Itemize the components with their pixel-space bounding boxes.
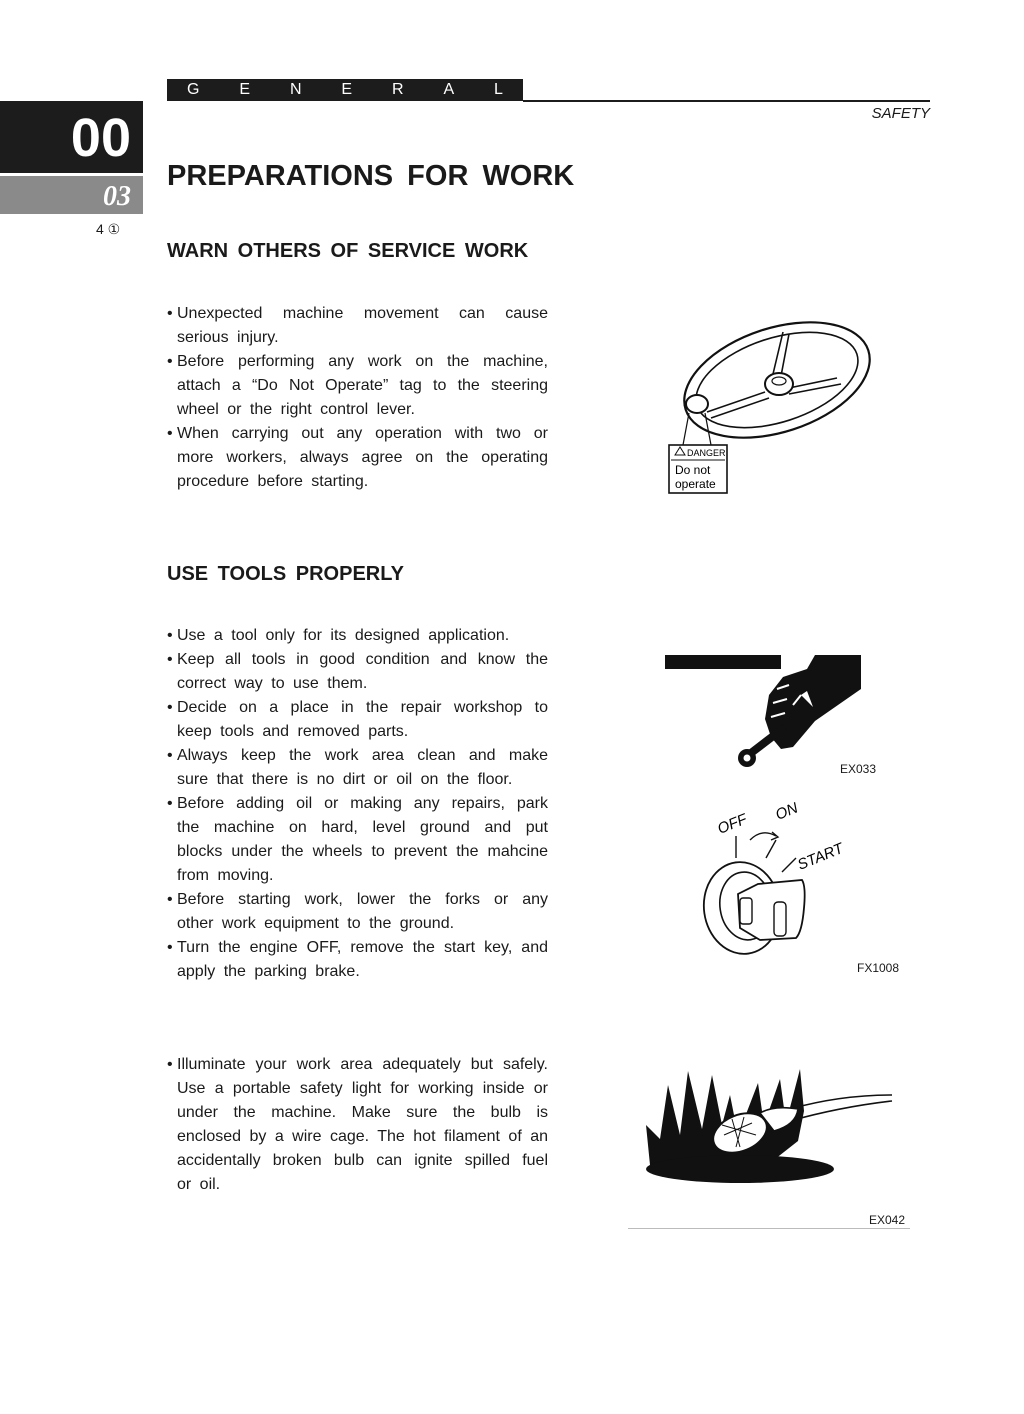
broken-bulb-fire-illustration xyxy=(640,1065,900,1190)
list-item: • Turn the engine OFF, remove the start key, and apply the parking brake. xyxy=(167,936,548,984)
bullet-list-warn-others xyxy=(167,302,548,494)
figure-divider xyxy=(628,1228,910,1229)
section-heading-warn-others: WARN OTHERS OF SERVICE WORK xyxy=(167,240,529,262)
tag-danger-text: DANGER xyxy=(687,448,726,458)
band-letter: E xyxy=(239,81,251,98)
header-rule xyxy=(523,100,930,102)
list-item: • Before performing any work on the machine, attach a “Do Not Operate” tag to the steering wheel or the right control lever. xyxy=(167,350,548,422)
band-letter: R xyxy=(391,81,404,98)
list-item: • Unexpected machine movement can cause serious injury. xyxy=(167,302,548,350)
band-letter: E xyxy=(341,81,353,98)
key-label-start: START xyxy=(795,840,846,874)
running-header-safety: SAFETY xyxy=(871,105,930,122)
figure-code-key: FX1008 xyxy=(857,961,900,975)
hand-wrench-illustration xyxy=(665,655,865,770)
key-label-on: ON xyxy=(773,799,801,824)
chapter-number: 00 xyxy=(0,101,143,173)
figure-code-tool: EX033 xyxy=(840,762,877,776)
band-letter: N xyxy=(289,81,302,98)
key-switch-illustration xyxy=(700,798,845,960)
list-item: • When carrying out any operation with two or more workers, always agree on the operating procedure before starting. xyxy=(167,422,548,494)
key-label-off: OFF xyxy=(715,810,750,838)
list-item: • Always keep the work area clean and make sure that there is no dirt or oil on the floor. xyxy=(167,744,548,792)
tag-line-2: operate xyxy=(675,477,716,491)
section-band-general xyxy=(167,79,523,101)
list-item: • Illuminate your work area adequately but safely. Use a portable safety light for working inside or under the machine. Make sure the bulb is enclosed by a wire cage. The hot filament of an accidentally broken bulb can ignite spilled fuel or oil. xyxy=(167,1053,548,1197)
list-item: • Before starting work, lower the forks or any other work equipment to the ground. xyxy=(167,888,548,936)
list-item: • Before adding oil or making any repairs, park the machine on hard, level ground and put blocks under the wheels to prevent the mahcine from moving. xyxy=(167,792,548,888)
list-item: • Keep all tools in good condition and know the correct way to use them. xyxy=(167,648,548,696)
list-item: • Use a tool only for its designed application. xyxy=(167,624,548,648)
bullet-list-use-tools xyxy=(167,624,548,984)
subsection-number: 03 xyxy=(0,176,143,214)
figure-code-light: EX042 xyxy=(869,1213,906,1227)
tag-line-1: Do not xyxy=(675,463,711,477)
steering-wheel-illustration xyxy=(665,312,880,497)
list-item: • Decide on a place in the repair workshop to keep tools and removed parts. xyxy=(167,696,548,744)
band-letter: A xyxy=(443,81,455,98)
band-letter: L xyxy=(494,81,503,98)
bullet-list-illumination xyxy=(167,1053,548,1197)
page-title: PREPARATIONS FOR WORK xyxy=(167,160,575,192)
band-letter: G xyxy=(187,81,200,98)
section-heading-use-tools: USE TOOLS PROPERLY xyxy=(167,563,404,585)
page-number: 4 ① xyxy=(96,221,121,237)
